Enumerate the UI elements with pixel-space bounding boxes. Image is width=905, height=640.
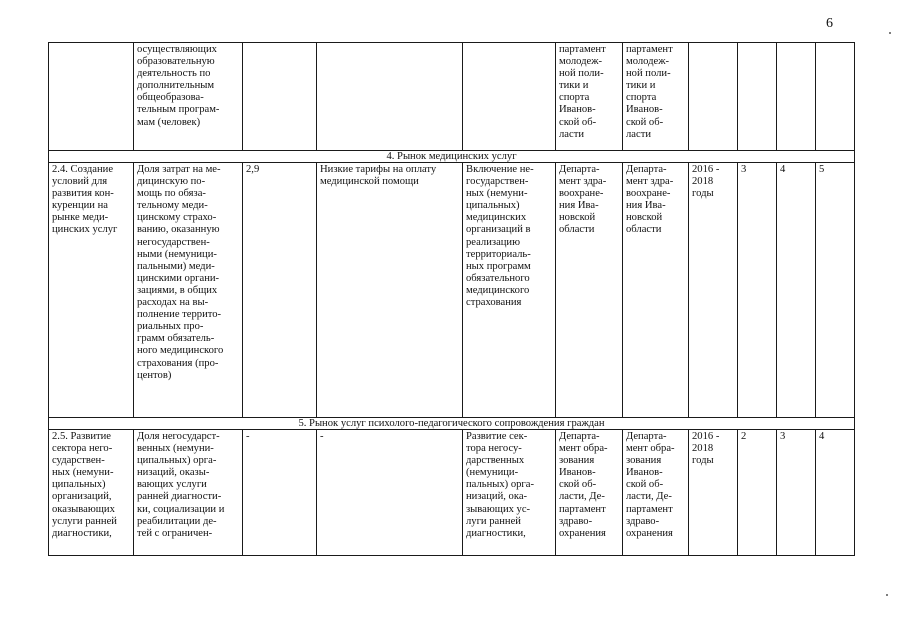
cell-value-2 <box>777 163 816 418</box>
cell-measure <box>49 43 134 151</box>
indicator-text: осуществляющих образовательную деятельность по дополнительным общеобразова- тельным програм- мам (человек) <box>137 44 220 128</box>
cell-measure <box>49 163 134 418</box>
cell-coexecutor <box>623 430 689 556</box>
cell-period <box>689 43 738 151</box>
cell-action <box>463 430 556 556</box>
cell-baseline <box>243 430 317 556</box>
value-2017: 4 <box>780 164 786 175</box>
cell-value-3 <box>816 163 855 418</box>
cell-baseline <box>243 43 317 151</box>
cell-executor <box>556 430 623 556</box>
cell-value-1 <box>738 43 777 151</box>
coexecutor-text: Департа- мент здра- воохране- ния Ива- новской области <box>626 164 674 236</box>
executor-text: партамент молодеж- ной поли- тики и спорта Иванов- ской об- ласти <box>559 44 606 140</box>
section-title: 5. Рынок услуг психолого-педагогического сопровождения граждан <box>49 418 855 430</box>
cell-indicator <box>134 430 243 556</box>
section-row <box>49 151 855 163</box>
scan-speck <box>886 594 888 596</box>
cell-value-1 <box>738 163 777 418</box>
cell-value-3 <box>816 430 855 556</box>
action-text: Развитие сек- тора негосу- дарственных (немуници- пальных) орга- низаций, ока- зывающих ус- луги ранней диагностики, <box>466 431 535 539</box>
section-row <box>49 418 855 430</box>
measure-text: 2.5. Развитие сектора него- сударствен- ных (немуни- ципальных) организаций, оказывающих услуги ранней диагностики, <box>52 431 117 539</box>
cell-measure <box>49 430 134 556</box>
value-2016: 3 <box>741 164 747 175</box>
problem-text: - <box>320 431 324 442</box>
cell-period <box>689 163 738 418</box>
cell-value-2 <box>777 430 816 556</box>
action-text: Включение не- государствен- ных (немуни- ципальных) медицинских организаций в реализацию территориаль- ных программ обязательного медицинского страхования <box>466 164 534 309</box>
measures-table <box>48 42 855 556</box>
cell-problem <box>317 43 463 151</box>
measure-text: 2.4. Создание условий для развития кон- куренции на рынке меди- цинских услуг <box>52 164 118 236</box>
section-title: 4. Рынок медицинских услуг <box>49 151 855 163</box>
coexecutor-text: партамент молодеж- ной поли- тики и спорта Иванов- ской об- ласти <box>626 44 673 140</box>
cell-problem <box>317 430 463 556</box>
baseline-value: - <box>246 431 250 442</box>
value-2016: 2 <box>741 431 747 442</box>
cell-coexecutor <box>623 43 689 151</box>
value-2018: 4 <box>819 431 825 442</box>
cell-indicator <box>134 43 243 151</box>
table-row-2-5 <box>49 430 855 556</box>
scan-speck <box>889 32 891 34</box>
table-row-2-4 <box>49 163 855 418</box>
cell-indicator <box>134 163 243 418</box>
executor-text: Департа- мент обра- зования Иванов- ской об- ласти, Де- партамент здраво- охранения <box>559 431 608 539</box>
table-row-continuation <box>49 43 855 151</box>
period-text: 2016 - 2018 годы <box>692 431 720 467</box>
cell-executor <box>556 163 623 418</box>
cell-coexecutor <box>623 163 689 418</box>
coexecutor-text: Департа- мент обра- зования Иванов- ской об- ласти, Де- партамент здраво- охранения <box>626 431 675 539</box>
cell-action <box>463 43 556 151</box>
problem-text: Низкие тарифы на оплату медицинской помощи <box>320 164 437 188</box>
cell-baseline <box>243 163 317 418</box>
cell-value-1 <box>738 430 777 556</box>
value-2017: 3 <box>780 431 786 442</box>
cell-problem <box>317 163 463 418</box>
baseline-value: 2,9 <box>246 164 260 175</box>
executor-text: Департа- мент здра- воохране- ния Ива- новской области <box>559 164 607 236</box>
page-number: 6 <box>826 16 833 31</box>
cell-value-3 <box>816 43 855 151</box>
cell-value-2 <box>777 43 816 151</box>
indicator-text: Доля затрат на ме- дицинскую по- мощь по обяза- тельному меди- цинскому страхо- ванию, оказанную негосударствен- ными (немуници- пальными) меди- цинскими органи- зациями, в общих расходах на вы- полнение террито- риальных про- грамм обязатель- ного медицинского страхования (про- центов) <box>137 164 224 381</box>
period-text: 2016 - 2018 годы <box>692 164 720 200</box>
cell-action <box>463 163 556 418</box>
indicator-text: Доля негосударст- венных (немуни- ципальных) орга- низаций, оказы- вающих услуги ранней диагности- ки, социализации и реабилитации де- тей с ограничен- <box>137 431 225 539</box>
value-2018: 5 <box>819 164 825 175</box>
cell-executor <box>556 43 623 151</box>
cell-period <box>689 430 738 556</box>
